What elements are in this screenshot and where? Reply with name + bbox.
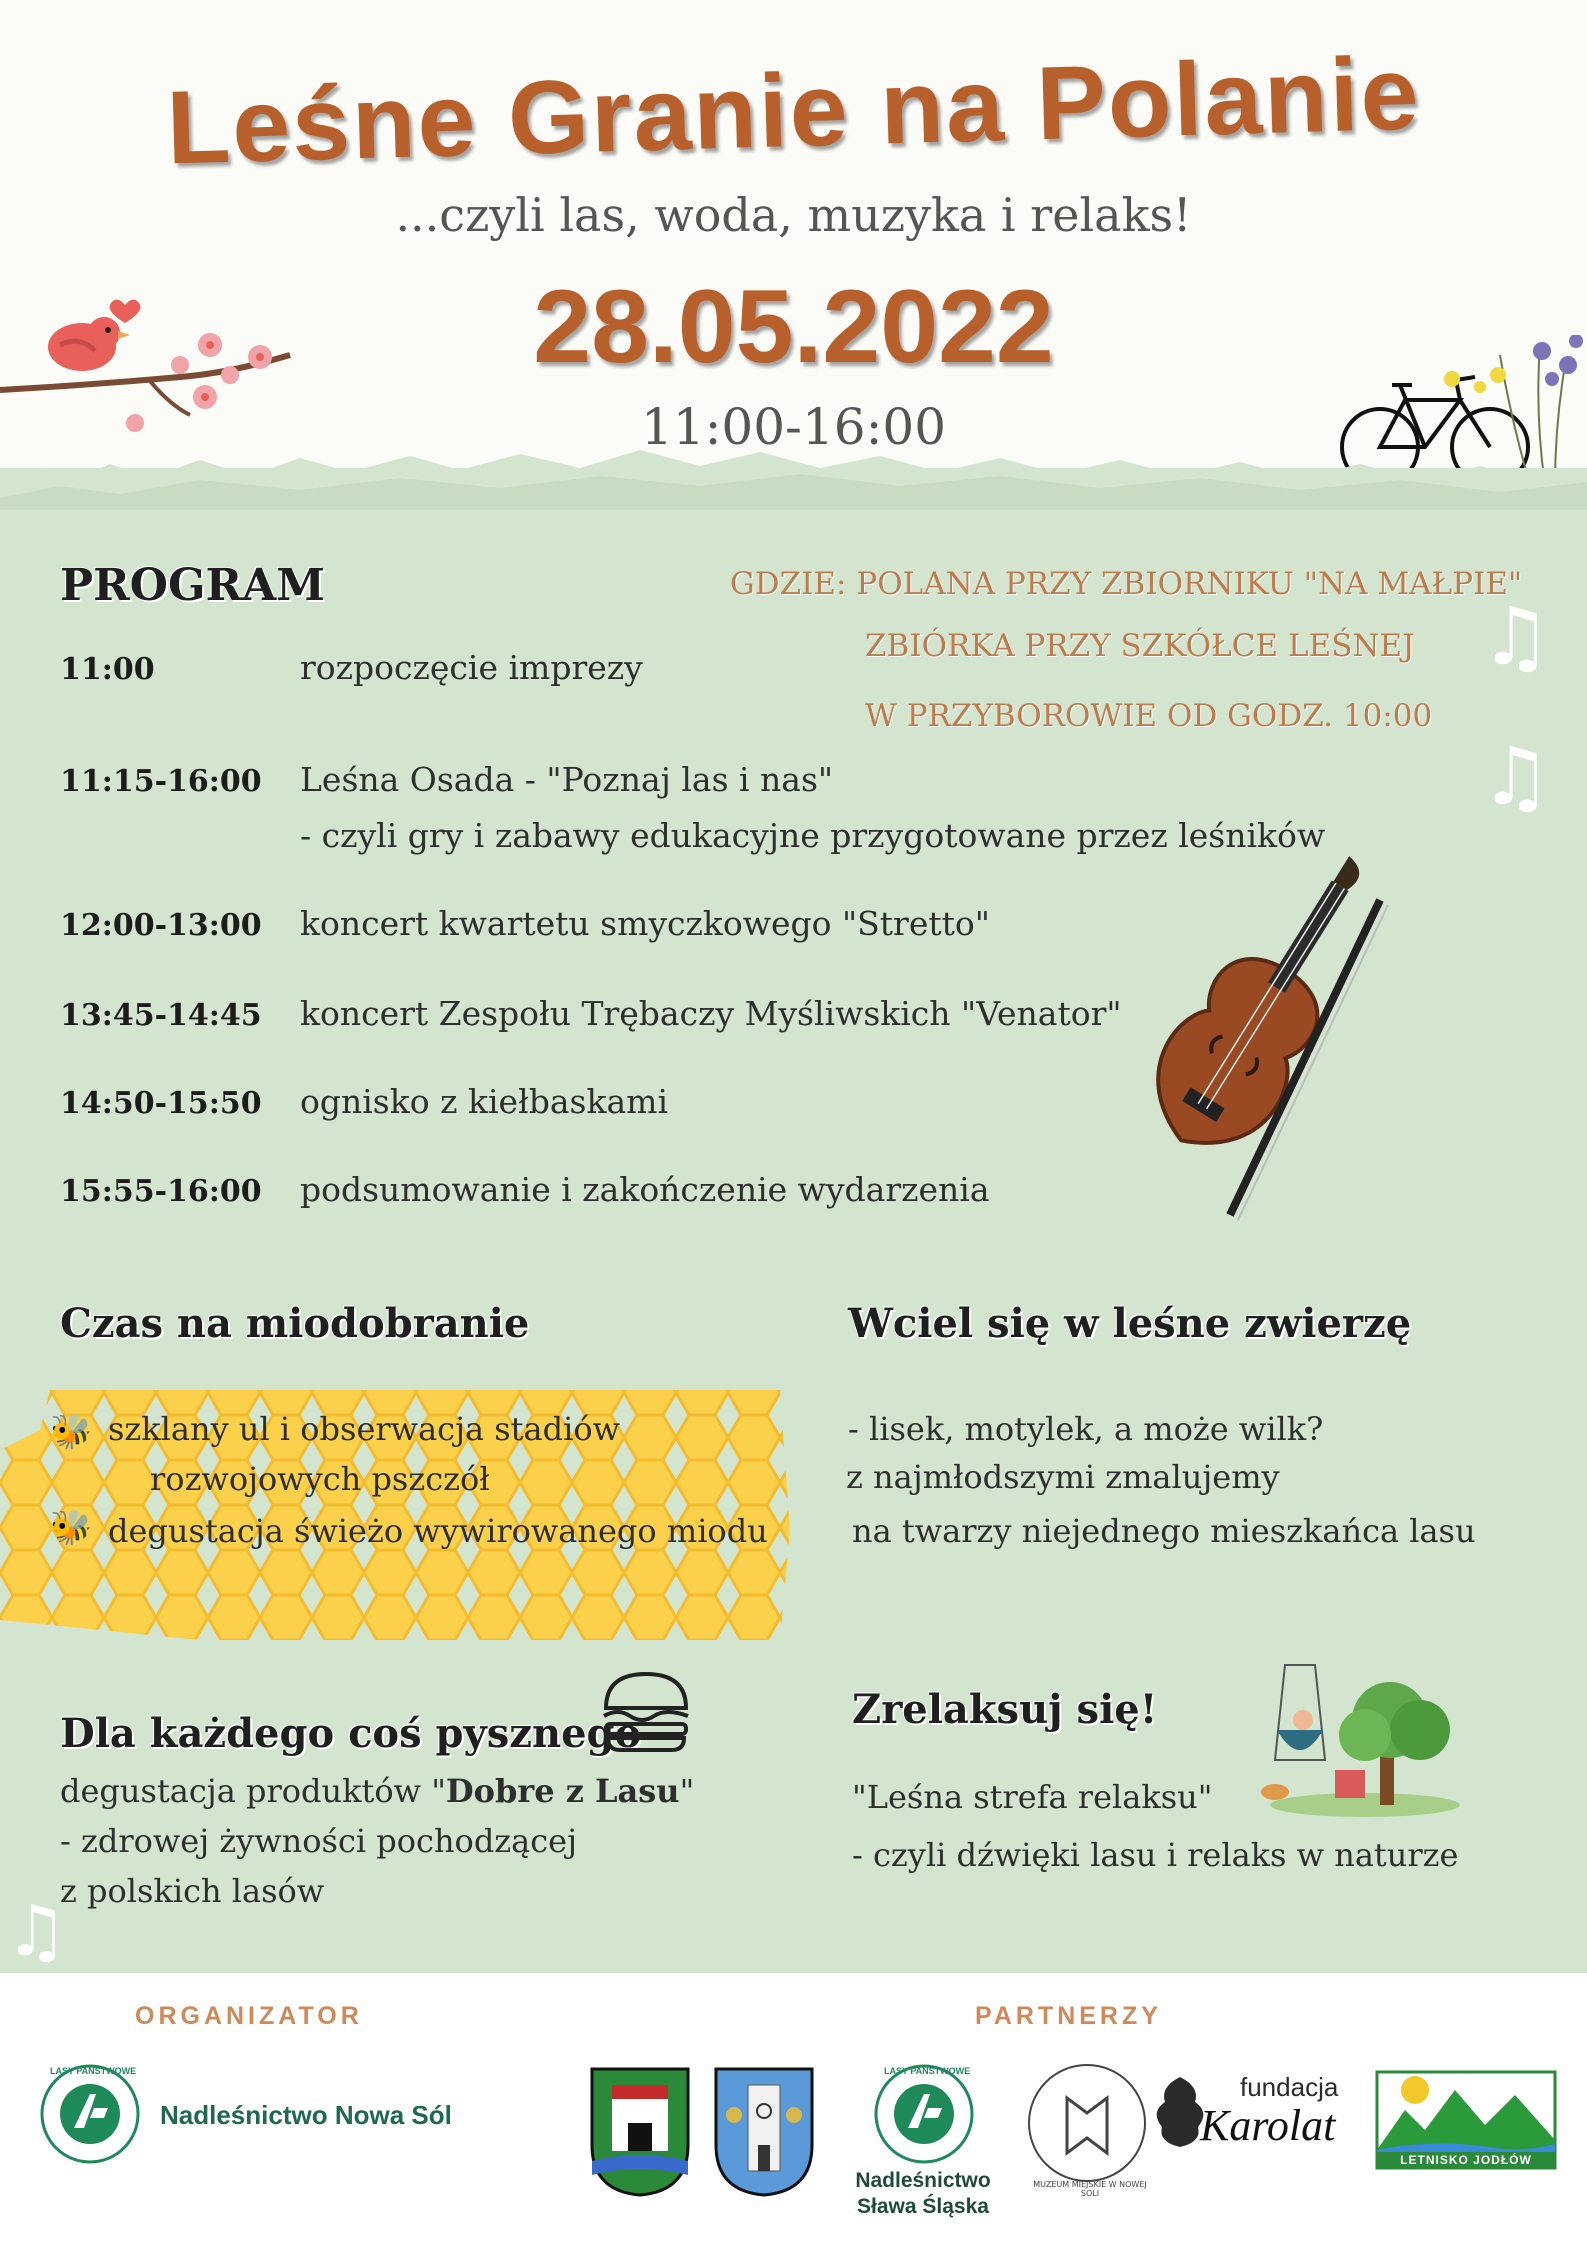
honey-line-2: rozwojowych pszczół (150, 1460, 490, 1498)
event-time: 11:00-16:00 (640, 398, 947, 456)
relax-line-2: - czyli dźwięki lasu i relaks w naturze (852, 1836, 1459, 1874)
fundacja-label: fundacja (1240, 2072, 1339, 2102)
bee-icon: 🐝 (50, 1412, 93, 1452)
program-item-time: 11:15-16:00 (60, 764, 262, 799)
program-item-desc: koncert kwartetu smyczkowego "Stretto" (300, 904, 990, 943)
food-line-3: z polskich lasów (60, 1872, 325, 1910)
honey-line-3: degustacja świeżo wywirowanego miodu (108, 1512, 768, 1550)
program-item-time: 14:50-15:50 (60, 1086, 262, 1121)
relax-hammock-illustration (1255, 1660, 1465, 1820)
music-note-icon: ♫ (5, 1890, 68, 1972)
food-line-2: - zdrowej żywności pochodzącej (60, 1822, 578, 1860)
food-line-1 (60, 1772, 694, 1810)
honey-heading: Czas na miodobranie (60, 1300, 530, 1347)
page-title: Leśne Granie na Polanie (165, 35, 1422, 187)
organizer-label: ORGANIZATOR (135, 2002, 363, 2030)
animal-line-2: z najmłodszymi zmalujemy (846, 1458, 1280, 1496)
letnisko-jodlow-text: LETNISKO JODŁÓW (1400, 2153, 1532, 2167)
food-line-1-suffix: " (679, 1772, 695, 1810)
partner-name (848, 2168, 998, 2220)
food-line-1-prefix: degustacja produktów " (60, 1772, 446, 1810)
music-note-icon: ♫ (1480, 590, 1552, 683)
honey-line-1: szklany ul i obserwacja stadiów (108, 1410, 620, 1448)
museum-logo (1022, 2058, 1152, 2188)
music-note-icon: ♫ (1480, 730, 1552, 823)
food-brand: Dobre z Lasu (445, 1772, 680, 1810)
program-item-desc: koncert Zespołu Trębaczy Myśliwskich "Venator" (300, 994, 1122, 1033)
bird-branch-illustration (0, 285, 300, 435)
partner-name-line-1: Nadleśnictwo (855, 2169, 991, 2192)
event-date: 28.05.2022 (533, 269, 1054, 385)
coat-of-arms-1 (588, 2065, 692, 2199)
program-item-time: 12:00-13:00 (60, 908, 262, 943)
program-item-time: 11:00 (60, 652, 155, 687)
torn-paper-edge (0, 420, 1587, 510)
program-item-desc: ognisko z kiełbaskami (300, 1082, 668, 1121)
coat-of-arms-2 (712, 2065, 816, 2199)
museum-logo-text: MUZEUM MIEJSKIE W NOWEJ SOLI (1033, 2180, 1147, 2198)
where-line-2: ZBIÓRKA PRZY SZKÓŁCE LEŚNEJ (865, 628, 1415, 664)
lasy-panstwowe-logo-text: LASY PAŃSTWOWE (50, 2066, 137, 2076)
partner-name-line-2: Sława Śląska (857, 2195, 989, 2218)
animal-line-3: na twarzy niejednego mieszkańca lasu (852, 1512, 1476, 1550)
where-line-3: W PRZYBOROWIE OD GODZ. 10:00 (865, 698, 1433, 734)
karolat-logo: Karolat (1200, 2101, 1336, 2150)
animal-heading: Wciel się w leśne zwierzę (848, 1300, 1412, 1347)
page-subtitle: ...czyli las, woda, muzyka i relaks! (395, 188, 1192, 242)
organizer-name: Nadleśnictwo Nowa Sól (160, 2100, 452, 2130)
program-item-desc: podsumowanie i zakończenie wydarzenia (300, 1170, 990, 1209)
animal-line-1: - lisek, motylek, a może wilk? (848, 1410, 1324, 1448)
where-line-1: GDZIE: POLANA PRZY ZBIORNIKU "NA MAŁPIE" (730, 566, 1523, 602)
program-item-time: 15:55-16:00 (60, 1174, 262, 1209)
program-heading: PROGRAM (60, 560, 325, 611)
lasy-panstwowe-logo-partner-text: LASY PAŃSTWOWE (884, 2066, 971, 2076)
lasy-panstwowe-logo-partner (872, 2062, 976, 2166)
partners-label: PARTNERZY (975, 2002, 1162, 2030)
violin-illustration (1070, 830, 1430, 1230)
program-item-desc-extra: - czyli gry i zabawy edukacyjne przygotowane przez leśników (300, 816, 1326, 855)
program-item-desc: rozpoczęcie imprezy (300, 648, 643, 687)
burger-icon (598, 1668, 694, 1754)
relax-heading: Zrelaksuj się! (852, 1686, 1158, 1733)
program-item-time: 13:45-14:45 (60, 998, 262, 1033)
bee-icon: 🐝 (50, 1508, 93, 1548)
program-item-desc: Leśna Osada - "Poznaj las i nas" (300, 760, 834, 799)
food-heading: Dla każdego coś pysznego (60, 1710, 642, 1757)
relax-line-1: "Leśna strefa relaksu" (852, 1778, 1213, 1816)
lasy-panstwowe-logo (38, 2062, 142, 2166)
